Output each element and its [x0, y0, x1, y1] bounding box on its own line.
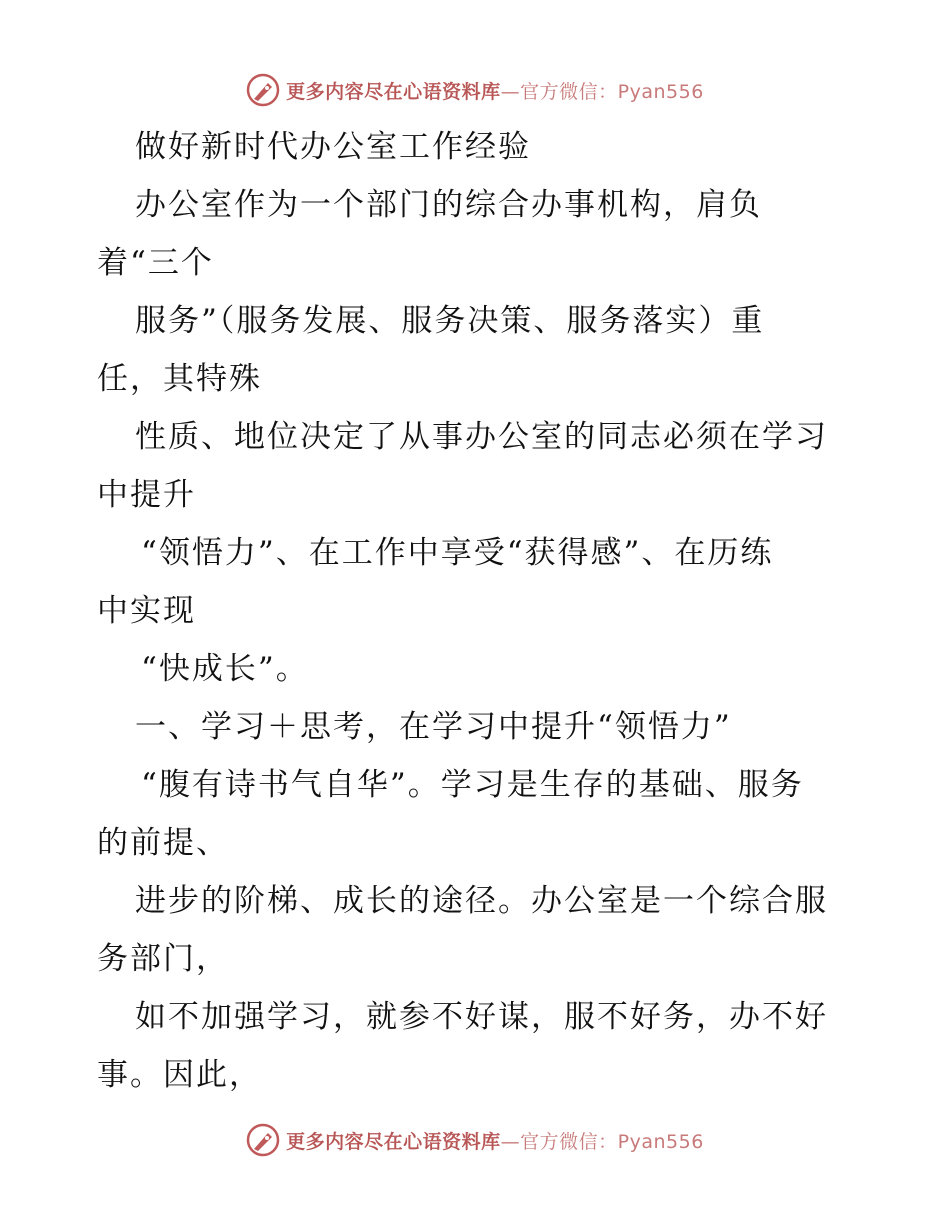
paragraph-line: “腹有诗书气自华”。学习是生存的基础、服务 — [141, 767, 804, 803]
paragraph-line: 事。因此， — [97, 1057, 262, 1093]
document-title: 做好新时代办公室工作经验 — [135, 129, 531, 165]
pen-nib-logo-icon — [246, 1123, 280, 1157]
watermark-text — [286, 77, 704, 104]
section-heading: 一、学习＋思考，在学习中提升“领悟力” — [135, 709, 732, 745]
paragraph-line: “领悟力”、在工作中享受“获得感”、在历练 — [141, 535, 774, 571]
paragraph-line: 性质、地位决定了从事办公室的同志必须在学习 — [135, 419, 828, 455]
watermark-separator: — — [500, 80, 521, 103]
watermark-brand: 更多内容尽在心语资料库 — [286, 1130, 501, 1153]
paragraph-line: 办公室作为一个部门的综合办事机构，肩负 — [135, 187, 762, 223]
paragraph-line: 服务”（服务发展、服务决策、服务落实）重 — [135, 303, 765, 339]
paragraph-line: 中提升 — [97, 477, 196, 513]
watermark-text — [286, 1127, 704, 1154]
paragraph-line: 任，其特殊 — [97, 361, 262, 397]
paragraph-line: 着“三个 — [97, 245, 214, 281]
paragraph-line: 中实现 — [97, 593, 196, 629]
watermark-separator: — — [500, 1130, 521, 1153]
footer-watermark-banner — [0, 1120, 950, 1160]
pen-nib-logo-icon — [246, 73, 280, 107]
paragraph-line: 的前提、 — [97, 825, 229, 861]
paragraph-line: “快成长”。 — [141, 651, 309, 687]
watermark-brand: 更多内容尽在心语资料库 — [286, 80, 501, 103]
paragraph-line: 如不加强学习，就参不好谋，服不好务，办不好 — [135, 999, 828, 1035]
paragraph-line: 务部门， — [97, 941, 229, 977]
paragraph-line: 进步的阶梯、成长的途径。办公室是一个综合服 — [135, 883, 828, 919]
document-body — [97, 118, 857, 1104]
watermark-contact: 官方微信：Pyan556 — [520, 1130, 704, 1153]
header-watermark-banner — [0, 70, 950, 110]
watermark-contact: 官方微信：Pyan556 — [520, 80, 704, 103]
